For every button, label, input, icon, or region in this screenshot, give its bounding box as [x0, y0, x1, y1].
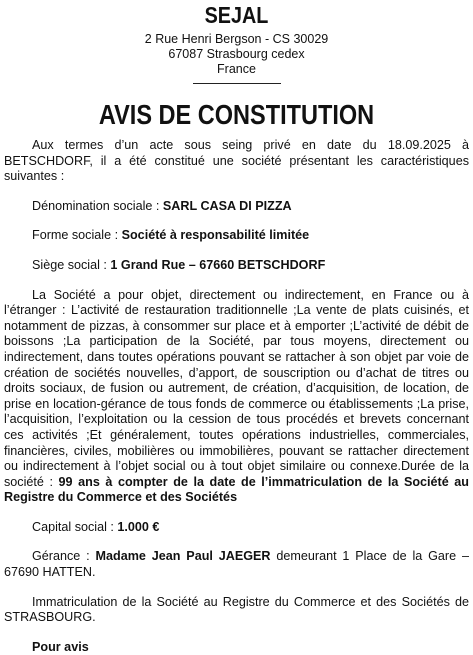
denomination-value: SARL CASA DI PIZZA: [162, 198, 292, 213]
siege-label: Siège social :: [32, 257, 111, 272]
publisher-name: SEJAL: [204, 2, 269, 28]
denomination-field: [4, 199, 469, 215]
intro-paragraph: Aux termes d’un acte sous seing privé en date du 18.09.2025 à BETSCHDORF, il a été constitué une société présentant les caractéristiques suivantes :: [4, 138, 469, 184]
duree-value: 99 ans à compter de la date de l’immatriculation de la Société au Registre du Commerce et des Sociétés: [4, 474, 470, 505]
gerance-rest: demeurant 1 Place de la Gare – 67690 HATTEN.: [4, 549, 469, 580]
forme-label: Forme sociale :: [32, 228, 122, 243]
capital-label: Capital social :: [32, 519, 118, 534]
gerance-paragraph: [4, 549, 469, 580]
publisher-header: [4, 2, 469, 84]
siege-value: 1 Grand Rue – 67660 BETSCHDORF: [110, 257, 326, 272]
legal-notice: [0, 2, 473, 654]
forme-field: [4, 228, 469, 244]
capital-value: 1.000 €: [117, 519, 160, 534]
denomination-label: Dénomination sociale :: [32, 198, 163, 213]
duree-label: Durée de la société :: [4, 459, 469, 489]
immatriculation-paragraph: Immatriculation de la Société au Registre du Commerce et des Sociétés de STRASBOURG.: [4, 594, 469, 625]
objet-paragraph: [4, 288, 469, 506]
capital-field: [4, 520, 469, 536]
forme-value: Société à responsabilité limitée: [121, 228, 310, 243]
gerance-label: Gérance :: [32, 549, 96, 564]
siege-field: [4, 258, 469, 274]
publisher-address-line-3: France: [217, 62, 256, 76]
objet-text: La Société a pour objet, directement ou indirectement, en France ou à l’étranger : L’activité de restauration traditionnelle ;La vente de plats cuisinés, et notamment de pizzas, à consommer sur place et à emporter ;L’activité de débit de boissons ;La participation de la Société, par tous moyens, directement ou indirectement, dans toutes opérations pouvant se rattacher à son objet par voie de création de sociétés nouvelles, d’apport, de souscription ou d’achat de titres ou droits sociaux, de fusion ou autrement, de création, d’acquisition, de location, de prise en location-gérance de tous fonds de commerce ou établissements ;La prise, l’acquisition, l’exploitation ou la cession de tous procédés et brevets concernant ces activités ;Et généralement, toutes opérations industrielles, commerciales, financières, civiles, mobilières ou immobilières, pouvant se rattacher directement ou indirectement à l’objet social ou à tout objet similaire ou connexe.: [4, 287, 469, 474]
signature-line: Pour avis: [32, 639, 89, 654]
notice-title: AVIS DE CONSTITUTION: [98, 99, 375, 130]
publisher-address-line-2: 67087 Strasbourg cedex: [168, 47, 305, 61]
header-divider: [193, 83, 281, 84]
publisher-address-line-1: 2 Rue Henri Bergson - CS 30029: [144, 32, 329, 46]
gerance-value: Madame Jean Paul JAEGER: [95, 549, 271, 564]
